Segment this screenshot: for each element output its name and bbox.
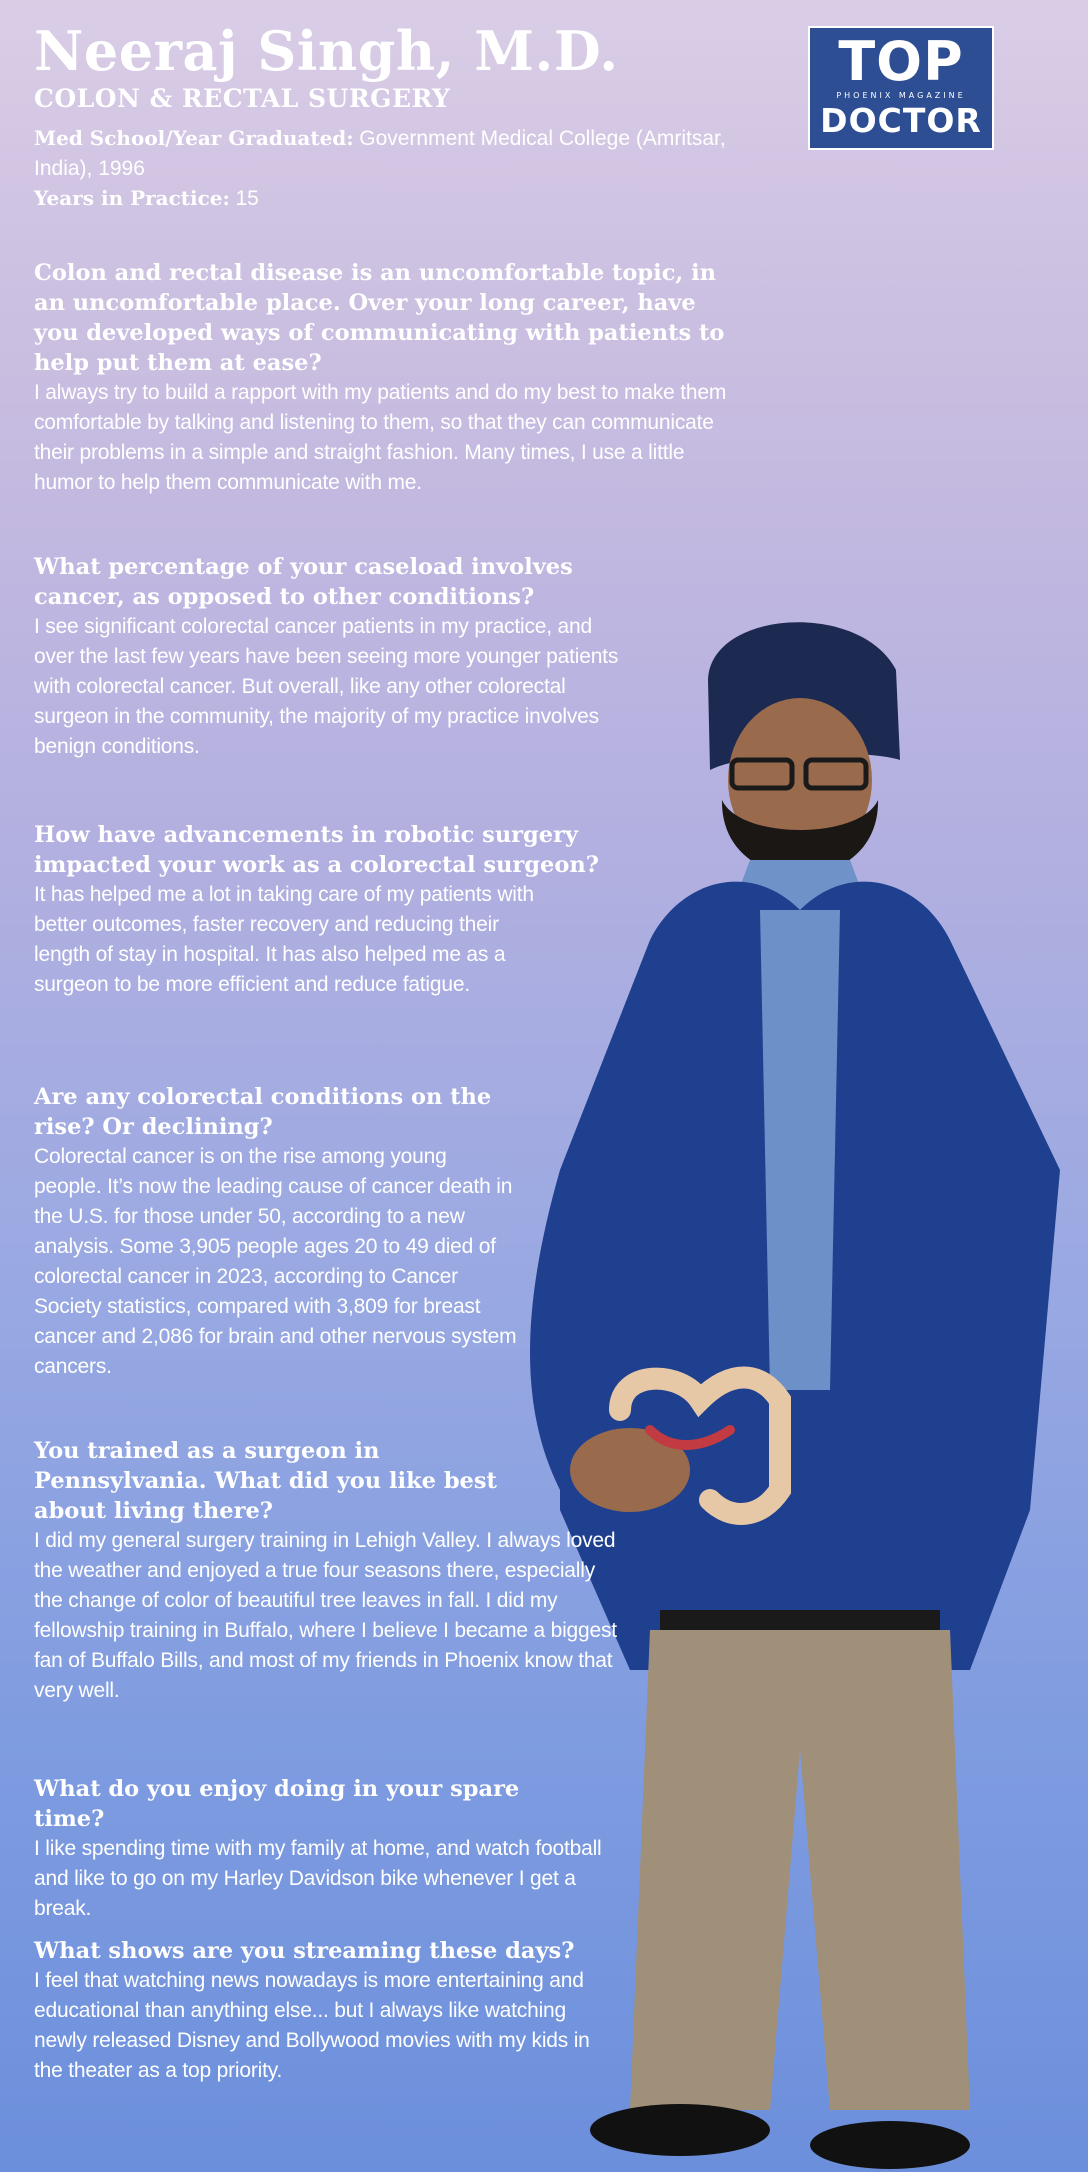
qa-section-5 [34, 1436, 617, 1706]
question-6: What do you enjoy doing in your spare time? [34, 1776, 520, 1832]
question-5: You trained as a surgeon in Pennsylvania. What did you like best about living there? [34, 1438, 497, 1524]
answer-6: I like spending time with my family at home, and watch football and like to go on my Harley Davidson bike whenever I get a break. [34, 1837, 602, 1920]
badge-magazine: PHOENIX MAGAZINE [836, 91, 966, 100]
years-label: Years in Practice: [34, 186, 230, 210]
qa-section-3 [34, 820, 654, 1000]
med-school-line [34, 124, 754, 184]
question-7: What shows are you streaming these days? [34, 1938, 575, 1964]
answer-3: It has helped me a lot in taking care of my patients with better outcomes, faster recovery and reducing their length of stay in hospital. It has also helped me as a surgeon to be more efficient and reduce fatigue. [34, 883, 534, 996]
years-value: 15 [235, 187, 259, 210]
badge-top-text: TOP [838, 30, 964, 93]
question-2: What percentage of your caseload involves cancer, as opposed to other conditions? [34, 554, 573, 610]
answer-2: I see significant colorectal cancer patients in my practice, and over the last few years have been seeing more younger patients with colorectal cancer. But overall, like any other colorectal surgeon in the community, the majority of my practice involves benign conditions. [34, 615, 619, 758]
qa-section-7 [34, 1936, 654, 2086]
qa-section-4 [34, 1082, 517, 1382]
qa-section-1 [34, 258, 744, 498]
question-3: How have advancements in robotic surgery impacted your work as a colorectal surgeon? [34, 822, 599, 878]
answer-5: I did my general surgery training in Lehigh Valley. I always loved the weather and enjoyed a true four seasons there, especially the change of color of beautiful tree leaves in fall. I did my fellowship training in Buffalo, where I believe I became a biggest fan of Buffalo Bills, and most of my friends in Phoenix know that very well. [34, 1529, 617, 1702]
answer-7: I feel that watching news nowadays is more entertaining and educational than anything else... but I always like watching newly released Disney and Bollywood movies with my kids in the theater as a top priority. [34, 1969, 590, 2082]
answer-1: I always try to build a rapport with my patients and do my best to make them comfortable by talking and listening to them, so that they can communicate their problems in a simple and straight fashion. Many times, I use a little humor to help them communicate with me. [34, 381, 727, 494]
badge-top [810, 30, 992, 93]
qa-section-2 [34, 552, 664, 762]
doctor-name: Neeraj Singh, M.D. [34, 19, 619, 83]
badge-doctor: DOCTOR [820, 101, 982, 140]
top-doctor-badge [808, 26, 994, 150]
answer-4: Colorectal cancer is on the rise among young people. It’s now the leading cause of cancer death in the U.S. for those under 50, according to a new analysis. Some 3,905 people ages 20 to 49 died of colorectal cancer in 2023, according to Cancer Society statistics, compared with 3,809 for breast cancer and 2,086 for brain and other nervous system cancers. [34, 1145, 517, 1378]
qa-section-6 [34, 1774, 624, 1924]
med-school-value: Government Medical College (Amritsar, India), 1996 [34, 127, 726, 180]
question-1: Colon and rectal disease is an uncomfortable topic, in an uncomfortable place. Over your long career, have you developed ways of communicating with patients to help put them at ease? [34, 260, 725, 376]
question-4: Are any colorectal conditions on the rise? Or declining? [34, 1084, 492, 1140]
doctor-meta [34, 124, 754, 214]
specialty: COLON & RECTAL SURGERY [34, 84, 451, 113]
med-school-label: Med School/Year Graduated: [34, 126, 354, 150]
years-line [34, 184, 754, 214]
